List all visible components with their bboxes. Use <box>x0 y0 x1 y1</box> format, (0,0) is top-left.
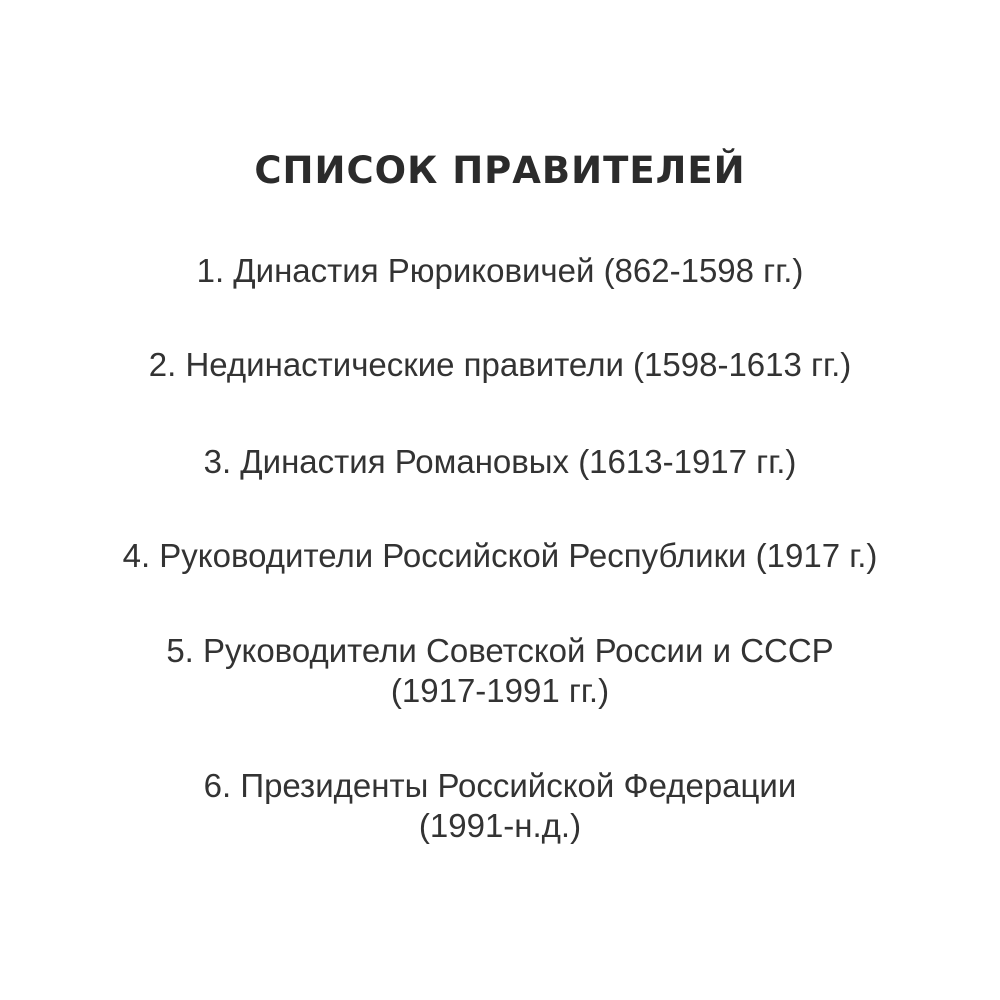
page-title: СПИСОК ПРАВИТЕЛЕЙ <box>254 149 746 192</box>
list-item-text: 3. Династия Романовых (1613-1917 гг.) <box>203 443 797 480</box>
list-item <box>0 251 1000 291</box>
list-item <box>0 536 1000 576</box>
list-item <box>0 345 1000 385</box>
list-item <box>0 442 1000 482</box>
list-item-dates: (1991-н.д.) <box>418 807 582 844</box>
list-item-dates: (1917-1991 гг.) <box>390 672 610 709</box>
list-item <box>0 631 1000 711</box>
list-item-text: 2. Нединастические правители (1598-1613 гг.) <box>148 346 852 383</box>
list-item-text: 4. Руководители Российской Республики (1917 г.) <box>122 537 878 574</box>
list-item-text: 1. Династия Рюриковичей (862-1598 гг.) <box>196 252 804 289</box>
list-item-text: 5. Руководители Советской России и СССР <box>166 632 834 669</box>
list-item <box>0 766 1000 846</box>
list-item-text: 6. Президенты Российской Федерации <box>203 767 797 804</box>
